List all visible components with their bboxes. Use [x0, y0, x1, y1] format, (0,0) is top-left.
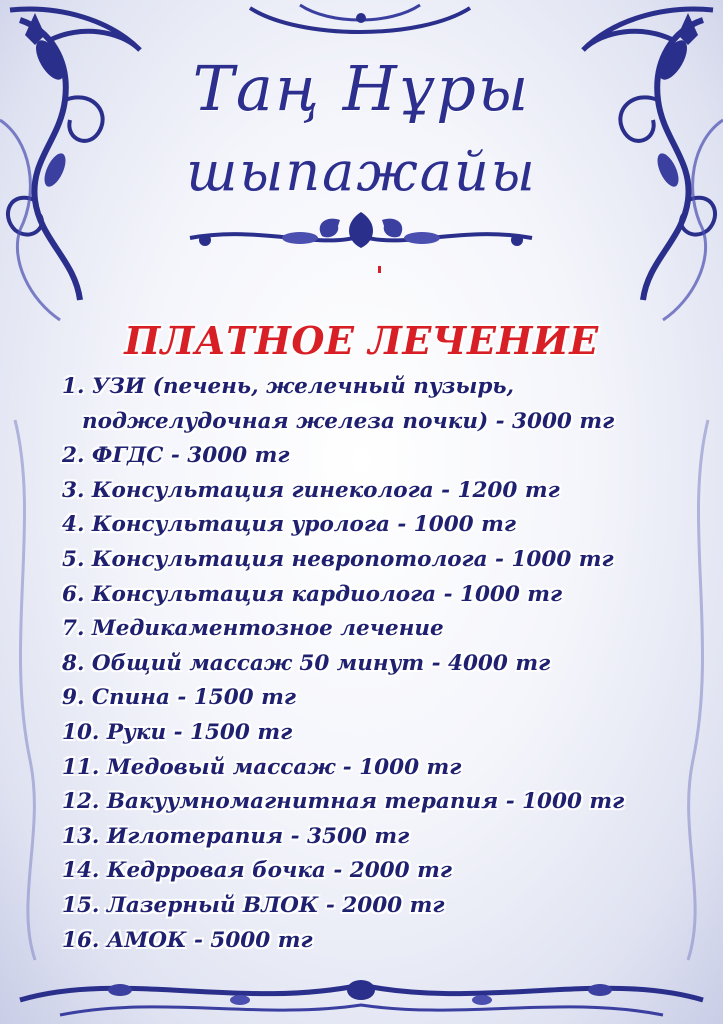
price-item: 1. УЗИ (печень, желечный пузырь, [62, 374, 515, 399]
ornament-top-center [250, 5, 470, 32]
ornament-bottom [20, 980, 703, 1015]
red-mark [378, 266, 381, 273]
price-item: 13. Иглотерапия - 3500 тг [62, 823, 410, 849]
price-item: 14. Кедрровая бочка - 2000 тг [62, 858, 452, 884]
price-item: 10. Руки - 1500 тг [62, 719, 293, 745]
price-item: 12. Вакуумномагнитная терапия - 1000 тг [62, 789, 625, 815]
ornament-left-side [15, 420, 35, 960]
price-item: 6. Консультация кардиолога - 1000 тг [62, 581, 563, 607]
ornament-divider [190, 212, 532, 248]
price-item: 7. Медикаментозное лечение [62, 616, 444, 642]
price-item: 2. ФГДС - 3000 тг [62, 443, 290, 469]
price-item: 5. Консультация невропотолога - 1000 тг [62, 546, 614, 572]
price-item: 9. Спина - 1500 тг [62, 685, 296, 711]
price-item: 8. Общий массаж 50 минут - 4000 тг [62, 650, 551, 676]
price-item: 16. АМОК - 5000 тг [62, 927, 313, 953]
section-heading: ПЛАТНОЕ ЛЕЧЕНИЕ [124, 318, 599, 363]
clinic-title: Таң Нұры [192, 52, 531, 125]
price-list [62, 370, 702, 958]
price-item: поджелудочная железа почки) - 3000 тг [82, 408, 615, 434]
price-item: 4. Консультация уролога - 1000 тг [62, 512, 516, 538]
price-item: 3. Консультация гинеколога - 1200 тг [62, 477, 560, 503]
price-item: 11. Медовый массаж - 1000 тг [62, 754, 462, 780]
clinic-subtitle: шыпажайы [186, 140, 537, 203]
price-item: 15. Лазерный ВЛОК - 2000 тг [62, 892, 445, 918]
